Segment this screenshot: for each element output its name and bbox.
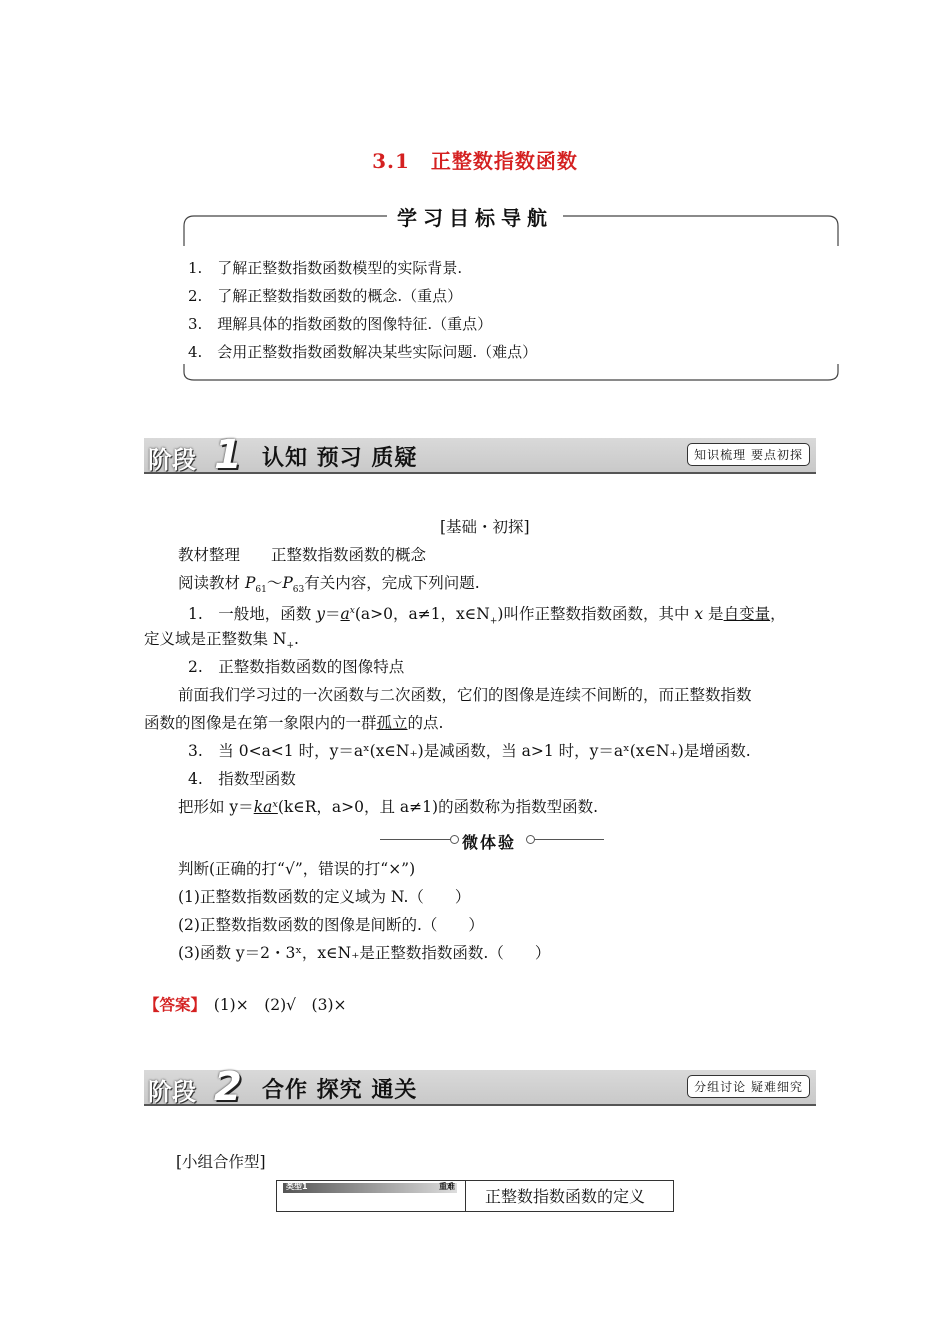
goal-item: 4. 会用正整数指数函数解决某些实际问题.（难点）	[188, 343, 538, 361]
stage-title: 合作 探究 通关	[262, 1077, 418, 1103]
stage-number: 1	[214, 432, 242, 478]
reading-line: 阅读教材 $P_{61}\sim P_{63}$有关内容，完成下列问题.	[178, 574, 480, 596]
micro-experience-heading: 微体验	[380, 830, 602, 850]
stage-tag: 知识梳理 要点初探	[687, 443, 810, 466]
question-3: (3)函数 y＝2・3ˣ，x∈N₊是正整数指数函数.（ ）	[178, 944, 551, 962]
goal-item: 1. 了解正整数指数函数模型的实际背景.	[188, 259, 463, 277]
textbook-heading: 教材整理 正整数指数函数的概念	[178, 546, 427, 564]
judge-instruction: 判断(正确的打“√”，错误的打“×”)	[178, 860, 416, 878]
type-title: 正整数指数函数的定义	[485, 1187, 646, 1206]
stage-2-banner	[144, 1064, 816, 1110]
item-2: 2. 正整数指数函数的图像特点	[188, 658, 405, 676]
type-label: 类型1	[286, 1182, 308, 1191]
type-tag: 重难	[439, 1182, 455, 1191]
paragraph-line-1: 前面我们学习过的一次函数与二次函数，它们的图像是连续不间断的，而正整数指数	[178, 686, 752, 704]
goal-heading: 学习目标导航	[0, 202, 950, 231]
stage-label: 阶段	[148, 446, 196, 474]
page-title: 3.1 正整数指数函数	[372, 149, 578, 173]
goal-item: 2. 了解正整数指数函数的概念.（重点）	[188, 287, 463, 305]
base-label: [基础・初探]	[440, 518, 530, 536]
item-4: 4. 指数型函数	[188, 770, 296, 788]
stage-number: 2	[214, 1064, 242, 1110]
goal-item: 3. 理解具体的指数函数的图像特征.（重点）	[188, 315, 493, 333]
stage-1-banner	[144, 432, 816, 478]
item-1-line-2: 定义域是正整数集 $N_+$.	[144, 630, 299, 652]
question-2: (2)正整数指数函数的图像是间断的.（ ）	[178, 916, 484, 934]
stage-title: 认知 预习 质疑	[262, 445, 418, 471]
stage-label: 阶段	[148, 1078, 196, 1106]
stage-tag: 分组讨论 疑难细究	[687, 1075, 810, 1098]
item-4-definition: 把形如 y＝kaˣ(k∈R，a>0，且 a≠1)的函数称为指数型函数.	[178, 798, 598, 816]
answer: 【答案】 (1)× (2)√ (3)×	[144, 995, 347, 1014]
question-1: (1)正整数指数函数的定义域为 N.（ ）	[178, 888, 471, 906]
item-1-line-1: 1. 一般地，函数 $y=a^x(a>0$，a≠1，$x\in N_+$)叫作正整数指数函数，其中 x 是自变量，	[188, 605, 786, 627]
item-3: 3. 当 0<a<1 时，y＝aˣ(x∈N₊)是减函数，当 a>1 时，y＝aˣ(x∈N₊)是增函数.	[188, 742, 751, 760]
paragraph-line-2: 函数的图像是在第一象限内的一群孤立的点.	[144, 714, 444, 732]
group-label: [小组合作型]	[176, 1153, 266, 1171]
type-box	[276, 1180, 674, 1212]
